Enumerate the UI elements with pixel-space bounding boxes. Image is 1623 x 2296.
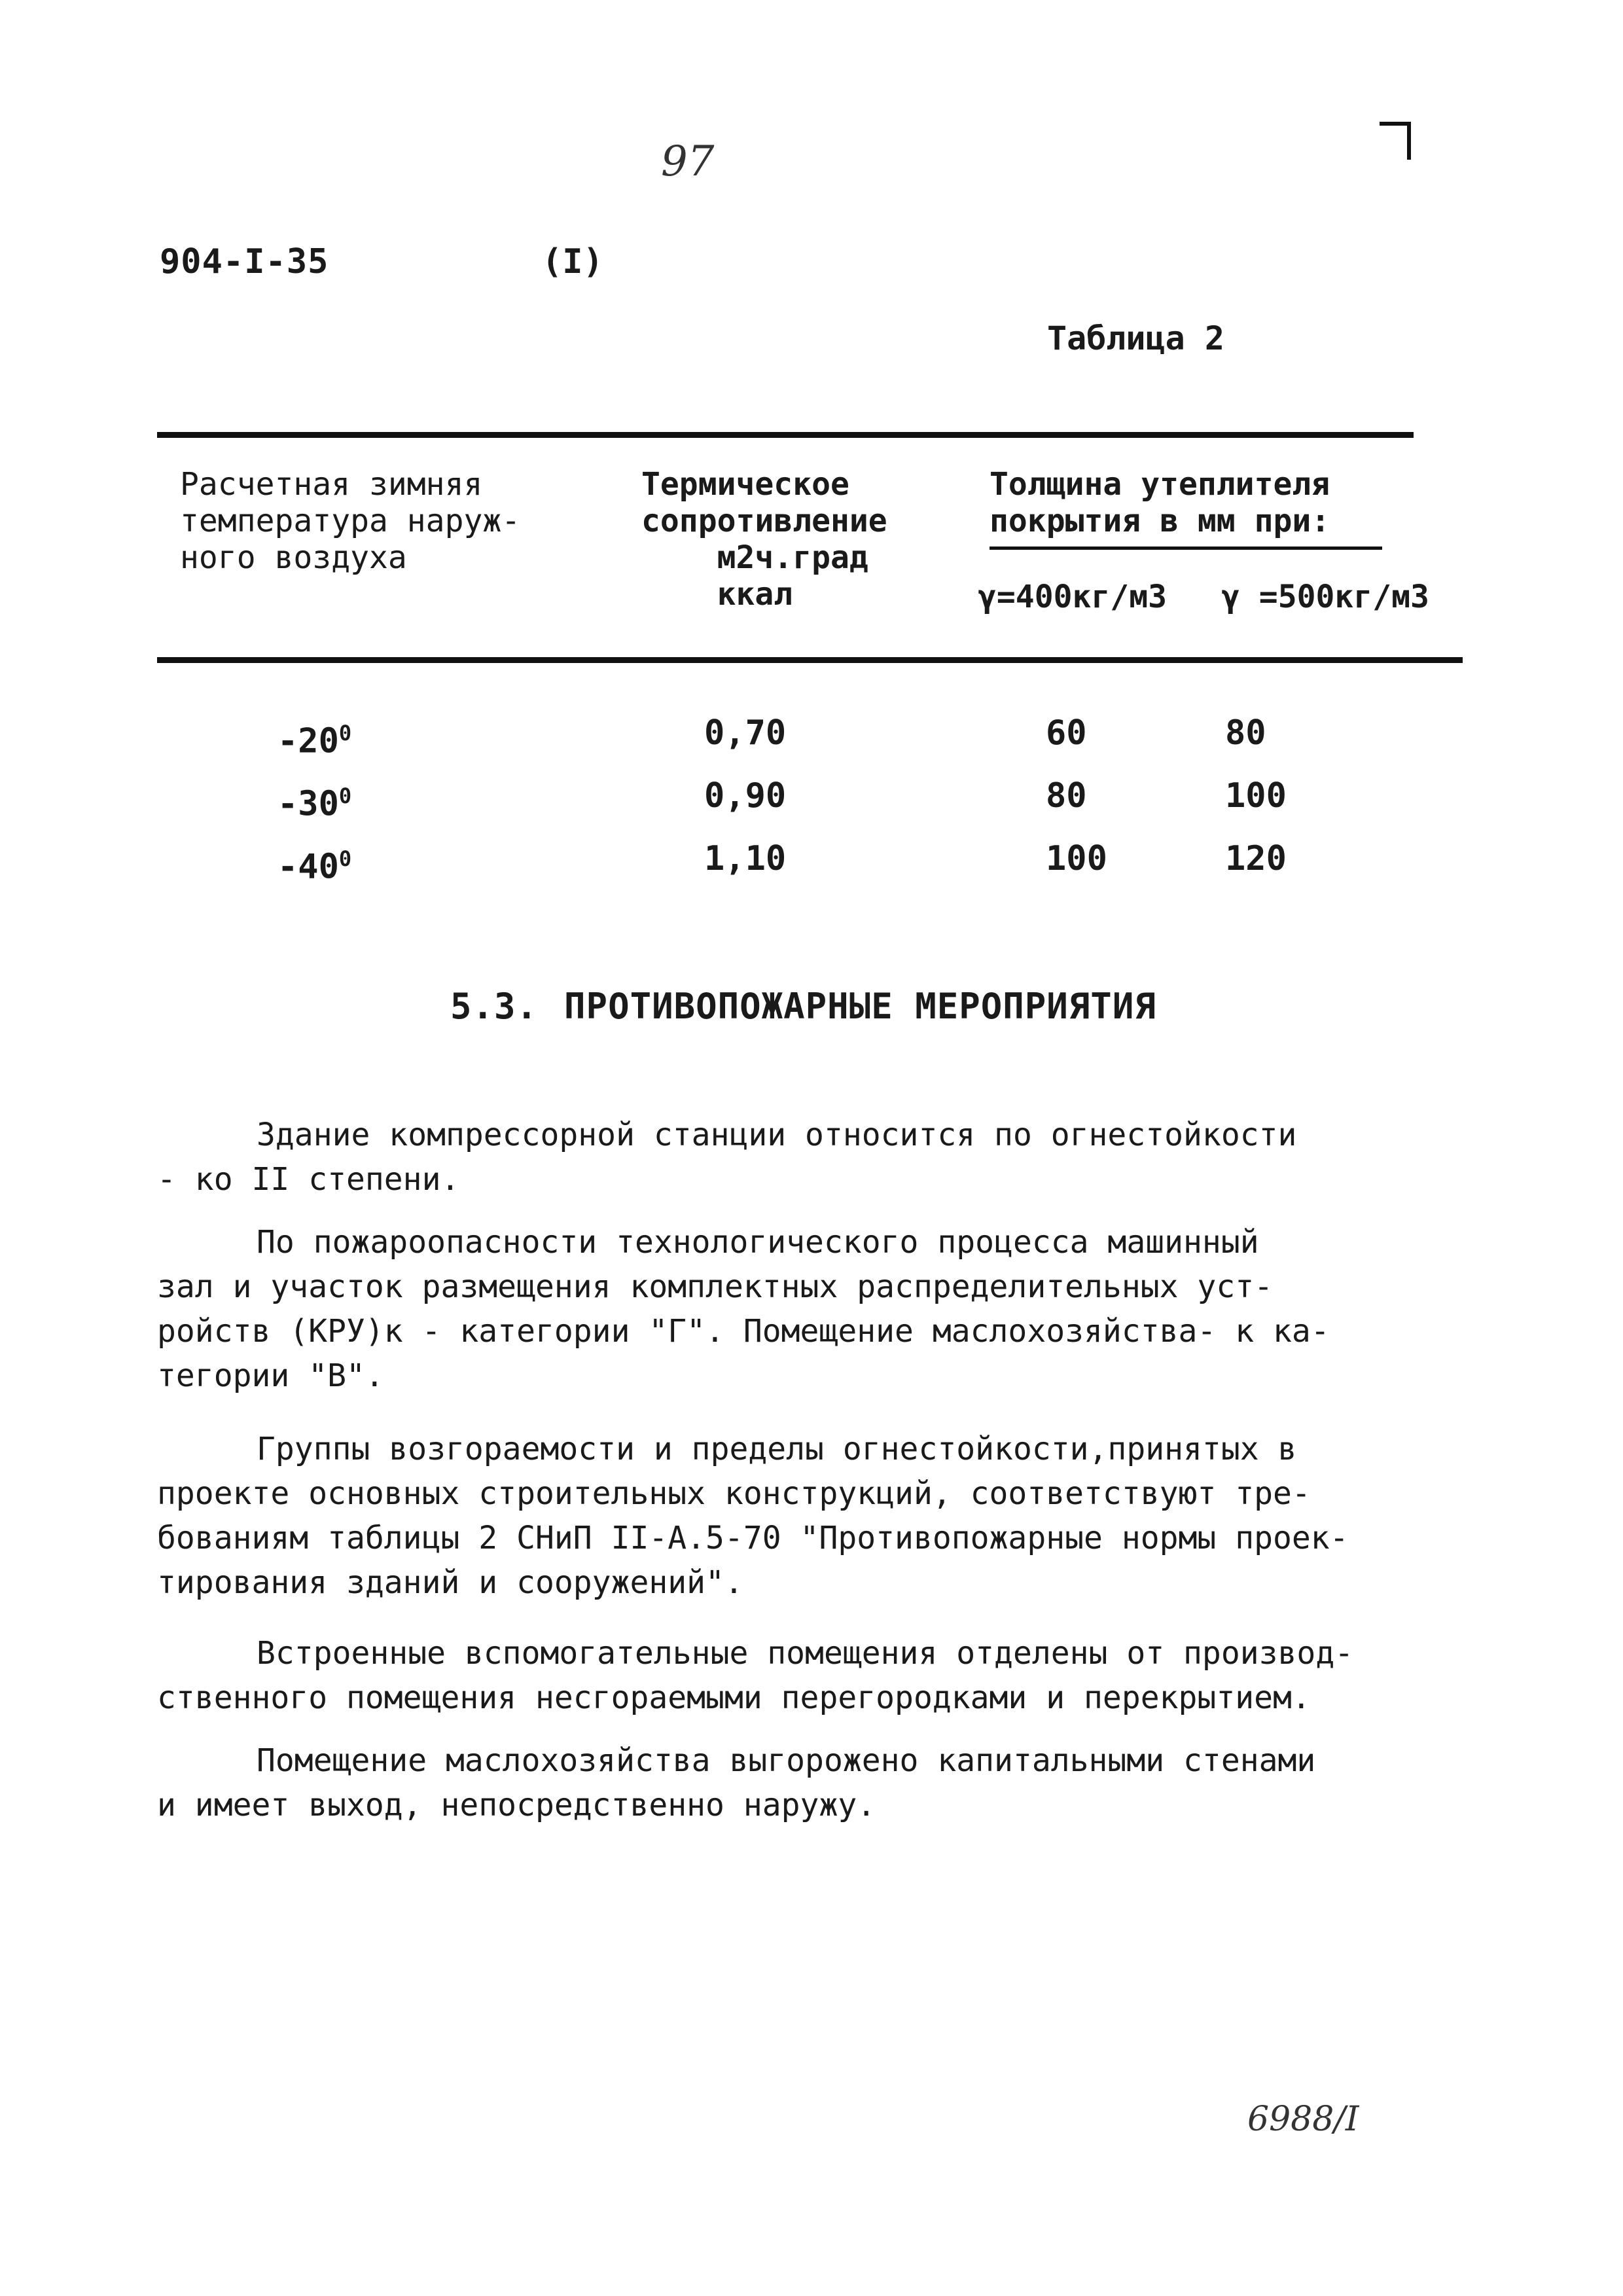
- section-number: 5.3.: [450, 986, 539, 1027]
- degree-mark: 0: [338, 721, 352, 745]
- paragraph-line: Помещение маслохозяйства выгорожено капитальными стенами: [257, 1742, 1316, 1779]
- header-temperature: Расчетная зимняя температура наруж- ного воздуха: [180, 466, 521, 576]
- table-rule-top: [157, 432, 1414, 438]
- paragraph-line: зал и участок размещения комплектных распределительных уст-: [157, 1268, 1274, 1305]
- paragraph: [157, 1113, 1400, 1202]
- header-density-400: γ=400кг/м3: [978, 579, 1167, 615]
- temperature-value: -20: [277, 721, 339, 761]
- paragraph-line: ройств (КРУ)к - категории "Г". Помещение маслохозяйства- к ка-: [157, 1313, 1330, 1350]
- cell-thickness-500: 100: [1225, 776, 1287, 816]
- table-title: Таблица 2: [1047, 319, 1224, 357]
- paragraph-line: тирования зданий и сооружений".: [157, 1564, 743, 1601]
- paragraph: [157, 1738, 1400, 1827]
- table-rule-head: [157, 657, 1463, 663]
- degree-mark: 0: [338, 783, 352, 808]
- doc-code: 904-I-35: [160, 242, 329, 281]
- cell-resistance: 1,10: [704, 839, 787, 878]
- cell-thickness-400: 80: [1046, 776, 1087, 816]
- paragraph-line: и имеет выход, непосредственно наружу.: [157, 1787, 876, 1823]
- cell-resistance: 0,90: [704, 776, 787, 816]
- paragraph-line: Здание компрессорной станции относится по огнестойкости: [257, 1117, 1297, 1153]
- paragraph-line: бованиям таблицы 2 СНиП II-А.5-70 "Противопожарные нормы проек-: [157, 1520, 1349, 1556]
- corner-mark: [1380, 122, 1411, 160]
- paragraph-line: тегории "В".: [157, 1357, 384, 1394]
- header-resistance: Термическое сопротивление м2ч.град ккал: [641, 466, 887, 613]
- paragraph: [157, 1220, 1400, 1398]
- degree-mark: 0: [338, 846, 352, 871]
- cell-thickness-500: 80: [1225, 713, 1266, 753]
- sheet-number: 6988/I: [1247, 2100, 1359, 2139]
- section-heading: [450, 986, 1156, 1027]
- cell-temperature: [277, 776, 351, 823]
- header-density-500: γ =500кг/м3: [1221, 579, 1429, 615]
- temperature-value: -30: [277, 784, 339, 824]
- cell-temperature: [277, 713, 351, 761]
- cell-temperature: [277, 839, 351, 886]
- cell-thickness-500: 120: [1225, 839, 1287, 878]
- cell-thickness-400: 100: [1046, 839, 1107, 878]
- doc-part: (I): [542, 242, 603, 281]
- paragraph-line: проекте основных строительных конструкций, соответствуют тре-: [157, 1475, 1311, 1512]
- section-title: ПРОТИВОПОЖАРНЫЕ МЕРОПРИЯТИЯ: [564, 986, 1156, 1027]
- cell-resistance: 0,70: [704, 713, 787, 753]
- header-subrule: [990, 547, 1382, 550]
- paragraph-line: По пожароопасности технологического процесса машинный: [257, 1224, 1259, 1261]
- paragraph-line: Группы возгораемости и пределы огнестойкости,принятых в: [257, 1431, 1297, 1467]
- paragraph: [157, 1631, 1400, 1720]
- cell-thickness-400: 60: [1046, 713, 1087, 753]
- paragraph-line: Встроенные вспомогательные помещения отделены от производ-: [257, 1635, 1354, 1672]
- temperature-value: -40: [277, 847, 339, 887]
- paragraph: [157, 1427, 1400, 1605]
- paragraph-line: - ко II степени.: [157, 1161, 460, 1198]
- paragraph-line: ственного помещения несгораемыми перегородками и перекрытием.: [157, 1679, 1311, 1716]
- header-thickness: Толщина утеплителя покрытия в мм при:: [990, 466, 1330, 539]
- page-number: 97: [661, 137, 715, 186]
